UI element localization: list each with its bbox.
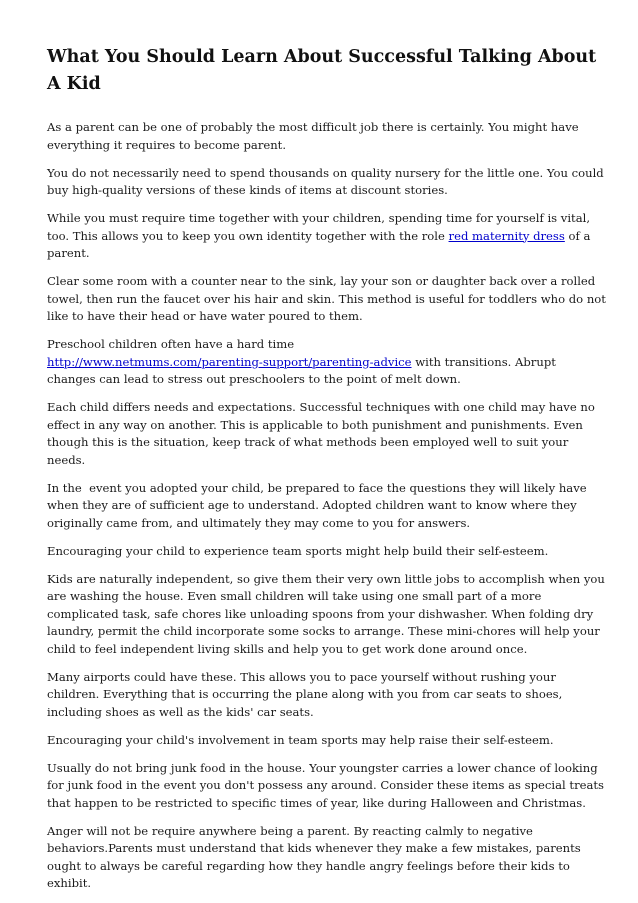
paragraph-3-text-after: of a parent. — [47, 228, 591, 260]
paragraph-9: Kids are naturally independent, so give them their very own little jobs to accomplish when you are washing the house. Even small children will take using one small part of a more complicated task, safe chores like unloading spoons from your dishwasher. When folding dry laundry, permit the child incorporate some socks to arrange. These mini-chores will help your child to feel independent living skills and help you to get work done around once. — [47, 571, 605, 656]
paragraph-2: You do not necessarily need to spend thousands on quality nursery for the little one. You could buy high-quality versions of these kinds of items at discount stories. — [47, 165, 604, 197]
document-page — [47, 44, 607, 903]
paragraph-5-text-before: Preschool children often have a hard time — [47, 337, 295, 351]
paragraph-11: Encouraging your child's involvement in team sports may help raise their self-esteem. — [47, 732, 554, 747]
paragraph-13: Anger will not be require anywhere being a parent. By reacting calmly to negative behaviors.Parents must understand that kids whenever they make a few mistakes, parents ought to always be careful regarding how they handle angry feelings before their kids to exhibit. — [47, 823, 581, 890]
paragraph-5 — [47, 336, 607, 389]
paragraph-3 — [47, 210, 607, 263]
page-title: What You Should Learn About Successful Talking About A Kid — [47, 47, 597, 94]
netmums-parenting-advice-link[interactable]: http://www.netmums.com/parenting-support/parenting-advice — [47, 354, 412, 369]
paragraph-6: Each child differs needs and expectations. Successful techniques with one child may have no effect in any way on another. This is applicable to both punishment and punishments. Even though this is the situation, keep track of what methods been employed well to suit your needs. — [47, 400, 595, 467]
red-maternity-dress-link[interactable]: red maternity dress — [448, 228, 565, 243]
paragraph-12: Usually do not bring junk food in the house. Your youngster carries a lower chance of looking for junk food in the event you don't possess any around. Consider these items as special treats that happen to be restricted to specific times of year, like during Halloween and Christmas. — [47, 760, 605, 810]
paragraph-1: As a parent can be one of probably the most difficult job there is certainly. You might have everything it requires to become parent. — [47, 120, 579, 152]
paragraph-7: In the event you adopted your child, be prepared to face the questions they will likely have when they are of sufficient age to understand. Adopted children want to know where they originally came from, and ultimately they may come to you for answers. — [47, 480, 591, 530]
paragraph-4: Clear some room with a counter near to the sink, lay your son or daughter back over a rolled towel, then run the faucet over his hair and skin. This method is useful for toddlers who do not like to have their head or have water poured to them. — [47, 274, 606, 323]
paragraph-8: Encouraging your child to experience team sports might help build their self-esteem. — [47, 543, 549, 558]
paragraph-3-text-before: While you must require time together with your children, spending time for yourself is vital, too. This allows you to keep you own identity together with the role — [47, 211, 591, 243]
paragraph-10: Many airports could have these. This allows you to pace yourself without rushing your children. Everything that is occurring the plane along with you from car seats to shoes, including shoes as well as the kids' car seats. — [47, 669, 563, 719]
paragraph-5-text-after: with transitions. Abrupt changes can lead to stress out preschoolers to the point of melt down. — [47, 354, 556, 386]
